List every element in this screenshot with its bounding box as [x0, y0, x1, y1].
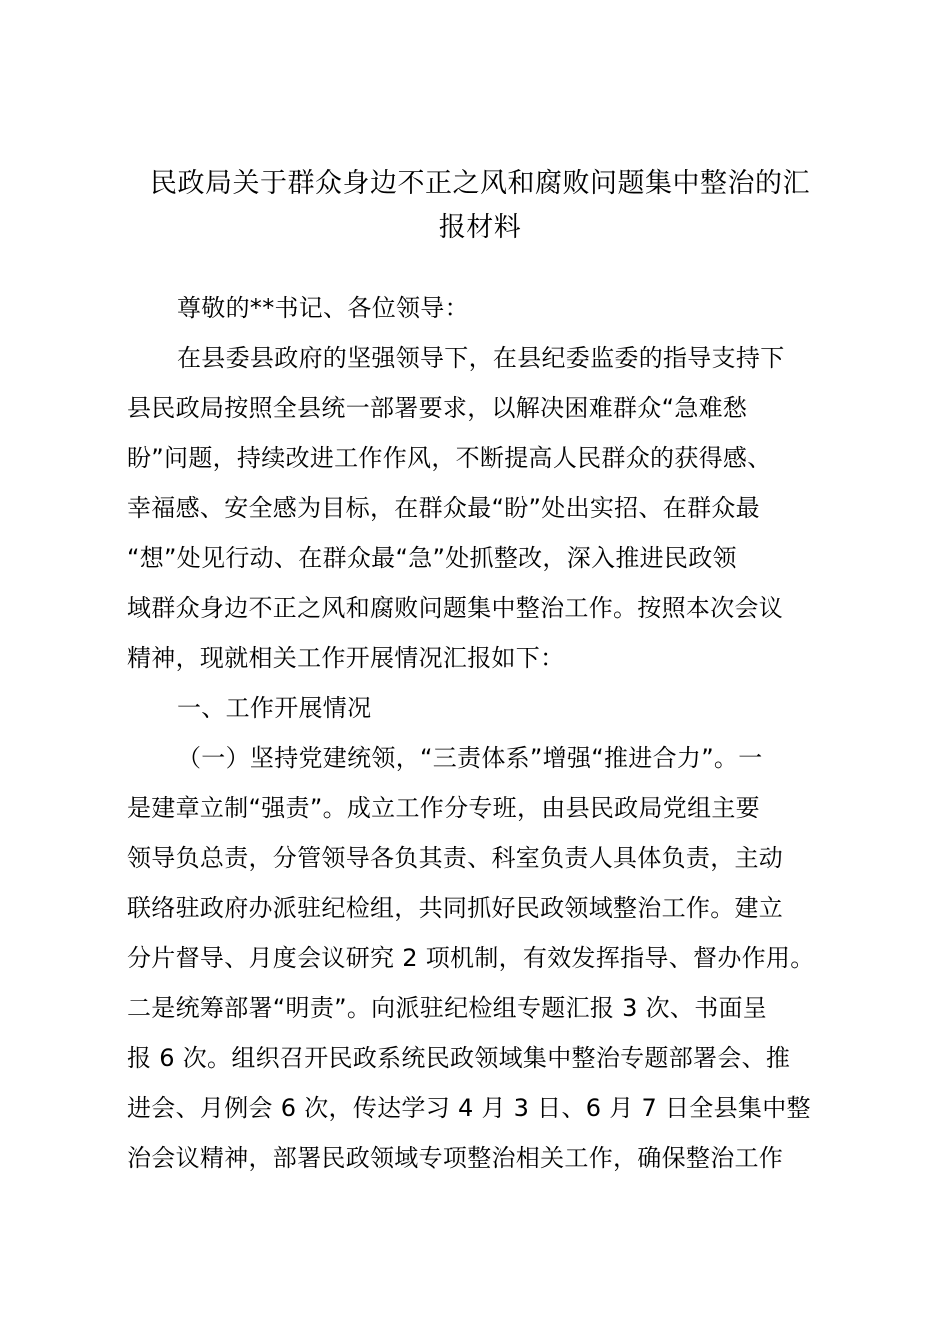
paragraph-line: 进会、月例会 6 次，传达学习 4 月 3 日、6 月 7 日全县集中整: [127, 1094, 811, 1122]
paragraph-line: 是建章立制“强责”。成立工作分专班，由县民政局党组主要: [127, 794, 760, 822]
paragraph-line: （一）坚持党建统领，“三责体系”增强“推进合力”。一: [177, 744, 763, 772]
paragraph-line: 分片督导、月度会议研究 2 项机制，有效发挥指导、督办作用。: [127, 944, 815, 972]
paragraph-line: 精神，现就相关工作开展情况汇报如下：: [127, 644, 565, 672]
paragraph-line: 报 6 次。组织召开民政系统民政领域集中整治专题部署会、推: [127, 1044, 791, 1072]
paragraph-line: 联络驻政府办派驻纪检组，共同抓好民政领域整治工作。建立: [127, 894, 784, 922]
paragraph-line: 盼”问题，持续改进工作作风，不断提高人民群众的获得感、: [127, 444, 772, 472]
paragraph-line: 领导负总责，分管领导各负其责、科室负责人具体负责，主动: [127, 844, 784, 872]
title-line-2: 报材料: [438, 212, 522, 243]
paragraph-line: 治会议精神，部署民政领域专项整治相关工作，确保整治工作: [127, 1144, 784, 1172]
paragraph-line: 二是统筹部署“明责”。向派驻纪检组专题汇报 3 次、书面呈: [127, 994, 768, 1022]
paragraph-line: 在县委县政府的坚强领导下，在县纪委监委的指导支持下: [177, 344, 785, 372]
section-heading: 一、工作开展情况: [177, 694, 372, 722]
paragraph-line: “想”处见行动、在群众最“急”处抓整改，深入推进民政领: [127, 544, 737, 572]
document-body: [127, 283, 847, 1183]
paragraph-line: 域群众身边不正之风和腐败问题集中整治工作。按照本次会议: [127, 594, 784, 622]
paragraph-line: 幸福感、安全感为目标，在群众最“盼”处出实招、在群众最: [127, 494, 760, 522]
document-title: [120, 162, 840, 250]
paragraph-line: 县民政局按照全县统一部署要求，以解决困难群众“急难愁: [127, 394, 748, 422]
salutation: 尊敬的**书记、各位领导：: [177, 294, 469, 322]
title-line-1: 民政局关于群众身边不正之风和腐败问题集中整治的汇: [150, 168, 810, 199]
